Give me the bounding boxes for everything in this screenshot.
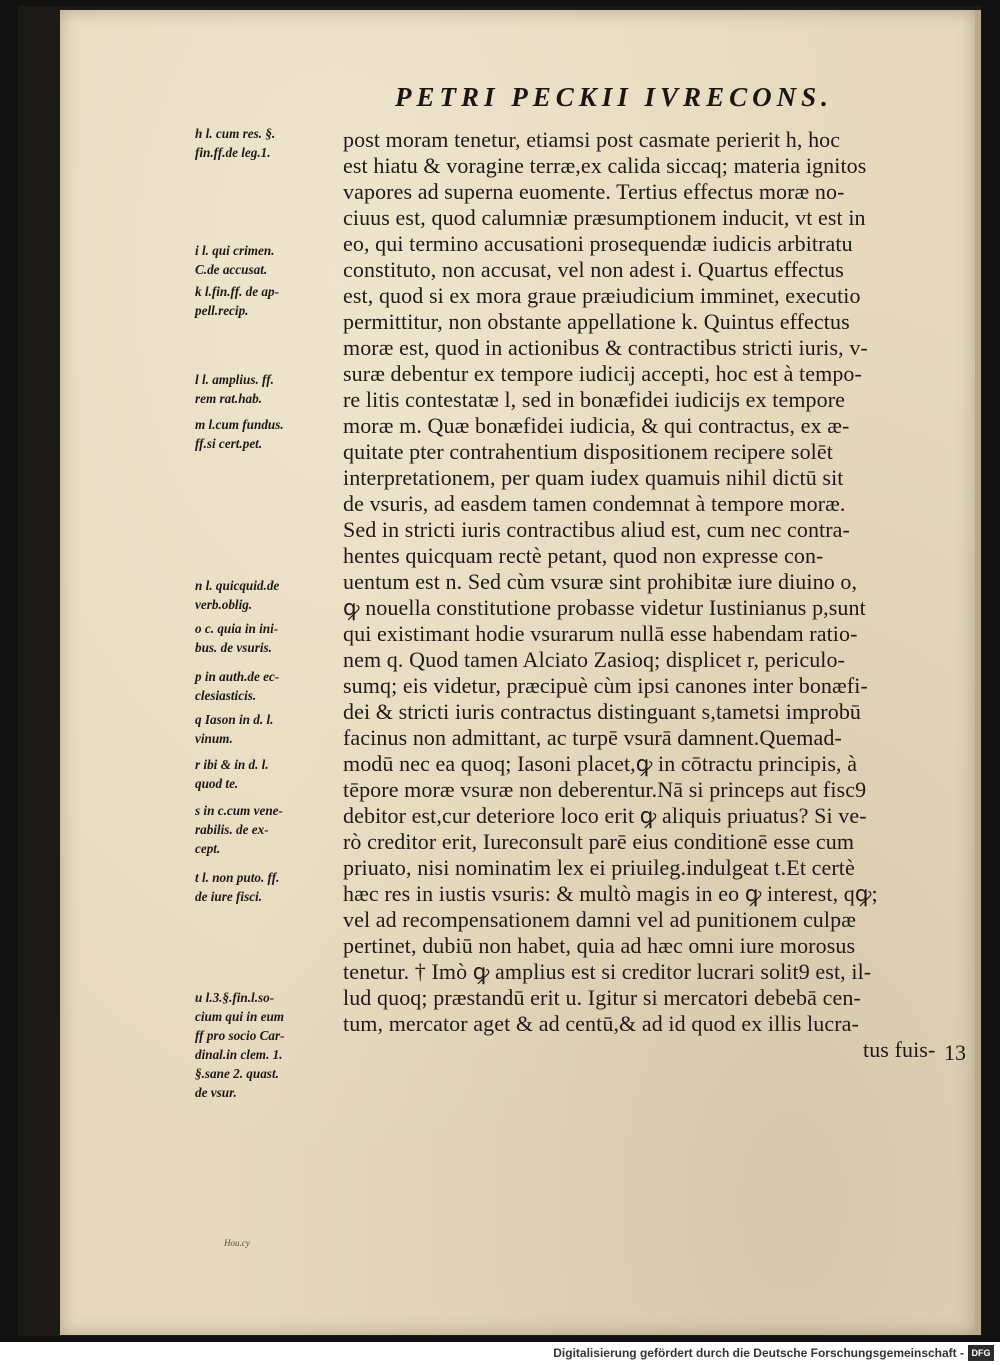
text-line: tus fuis- xyxy=(863,1037,936,1062)
text-line: rò creditor erit, Iureconsult parē eius conditionē esse cum xyxy=(343,829,855,854)
page-number: 13 xyxy=(944,1040,966,1065)
margin-note: t l. non puto. ff. de iure fisci. xyxy=(195,870,280,904)
text-line: dei & stricti iuris contractus distinguant s,tametsi improbū xyxy=(343,699,862,724)
text-line: permittitur, non obstante appellatione k. Quintus effectus xyxy=(343,309,850,334)
text-line: nem q. Quod tamen Alciato Zasioq; displicet r, periculo- xyxy=(343,647,846,672)
text-line: ciuus est, quod calumniæ præsumptionem inducit, vt est in xyxy=(343,205,866,230)
library-stamp-mark: Hou.cy xyxy=(224,1238,250,1248)
text-line: uentum est n. Sed cùm vsuræ sint prohibitæ iure diuino o, xyxy=(343,569,858,594)
text-line: moræ est, quod in actionibus & contractibus stricti iuris, v- xyxy=(343,335,868,360)
margin-note: m l.cum fundus. ff.si cert.pet. xyxy=(195,417,284,451)
margin-note: i l. qui crimen. C.de accusat. xyxy=(195,243,275,277)
margin-note: p in auth.de ec- clesiasticis. xyxy=(195,669,280,703)
text-line: tenetur. † Imò ꝙ amplius est si creditor lucrari solit9 est, il- xyxy=(343,959,872,984)
text-line: interpretationem, per quam iudex quamuis nihil dictū sit xyxy=(343,465,844,490)
running-head: PETRI PECKII IVRECONS. xyxy=(395,82,833,112)
text-line: re litis contestatæ l, sed in bonæfidei iudicijs ex tempore xyxy=(343,387,846,412)
text-line: priuato, nisi nominatim lex ei priuileg.indulgeat t.Et certè xyxy=(343,855,855,880)
footer-credit-text: Digitalisierung gefördert durch die Deutsche Forschungsgemeinschaft - xyxy=(553,1346,964,1360)
margin-note: k l.fin.ff. de ap- pell.recip. xyxy=(195,284,279,318)
margin-note: l l. amplius. ff. rem rat.hab. xyxy=(195,372,274,406)
text-line: hæc res in iustis vsuris: & multò magis in eo ꝙ interest, qꝙ; xyxy=(343,881,878,906)
digitization-footer xyxy=(0,1342,1000,1365)
text-line: de vsuris, ad easdem tamen condemnat à tempore moræ. xyxy=(343,491,846,516)
text-line: pertinet, dubiū non habet, quia ad hæc omni iure morosus xyxy=(343,933,856,958)
dfg-logo-icon: DFG xyxy=(968,1345,994,1361)
text-line: est hiatu & voragine terræ,ex calida siccaq; materia ignitos xyxy=(343,153,867,178)
text-line: qui existimant hodie vsurarum nullā esse habendam ratio- xyxy=(343,621,858,646)
text-line: lud quoq; præstandū erit u. Igitur si mercatori debebā cen- xyxy=(343,985,861,1010)
text-line: post moram tenetur, etiamsi post casmate perierit h, hoc xyxy=(343,127,841,152)
text-line: hentes quicquam rectè petant, quod non expresse con- xyxy=(343,543,824,568)
text-line: constituto, non accusat, vel non adest i. Quartus effectus xyxy=(343,257,844,282)
text-line: modū nec ea quoq; Iasoni placet,ꝙ in cōtractu principis, à xyxy=(343,751,858,776)
margin-note: h l. cum res. §. fin.ff.de leg.1. xyxy=(195,126,276,160)
text-line: vapores ad superna euomente. Tertius effectus moræ no- xyxy=(343,179,845,204)
text-line: ꝙ nouella constitutione probasse videtur Iustinianus p,sunt xyxy=(343,595,866,620)
text-line: quitate pter contrahentium dispositionem recipere solēt xyxy=(343,439,833,464)
text-line: sumq; eis videtur, præcipuè cùm ipsi canones inter bonæfi- xyxy=(343,673,868,698)
text-line: moræ m. Quæ bonæfidei iudicia, & qui contractus, ex æ- xyxy=(343,413,850,438)
text-line: est, quod si ex mora graue præiudicium imminet, executio xyxy=(343,283,861,308)
margin-note: n l. quicquid.de verb.oblig. xyxy=(195,578,280,612)
page-edge xyxy=(975,10,981,1335)
margin-note: r ibi & in d. l. quod te. xyxy=(195,757,269,791)
text-line: facinus non admittant, ac turpē vsurā damnent.Quemad- xyxy=(343,725,842,750)
margin-note: u l.3.§.fin.l.so- cium qui in eum ff pro socio Car- dinal.in clem. 1. §.sane 2. quast. de vsur. xyxy=(195,990,285,1100)
text-line: Sed in stricti iuris contractibus aliud est, cum nec contra- xyxy=(343,517,850,542)
text-line: debitor est,cur deteriore loco erit ꝙ aliquis priuatus? Si ve- xyxy=(343,803,867,828)
text-line: tum, mercator aget & ad centū,& ad id quod ex illis lucra- xyxy=(343,1011,859,1036)
margin-note: q Iason in d. l. vinum. xyxy=(195,712,274,746)
text-line: suræ debentur ex tempore iudicij accepti, hoc est à tempo- xyxy=(343,361,862,386)
text-line: tēpore moræ vsuræ non deberentur.Nā si princeps aut fisc9 xyxy=(343,777,867,802)
text-line: vel ad recompensationem damni vel ad punitionem culpæ xyxy=(343,907,856,932)
text-line: eo, qui termino accusationi prosequendæ iudicis arbitratu xyxy=(343,231,853,256)
margin-note: s in c.cum vene- rabilis. de ex- cept. xyxy=(195,803,283,856)
margin-note: o c. quia in ini- bus. de vsuris. xyxy=(195,621,279,655)
